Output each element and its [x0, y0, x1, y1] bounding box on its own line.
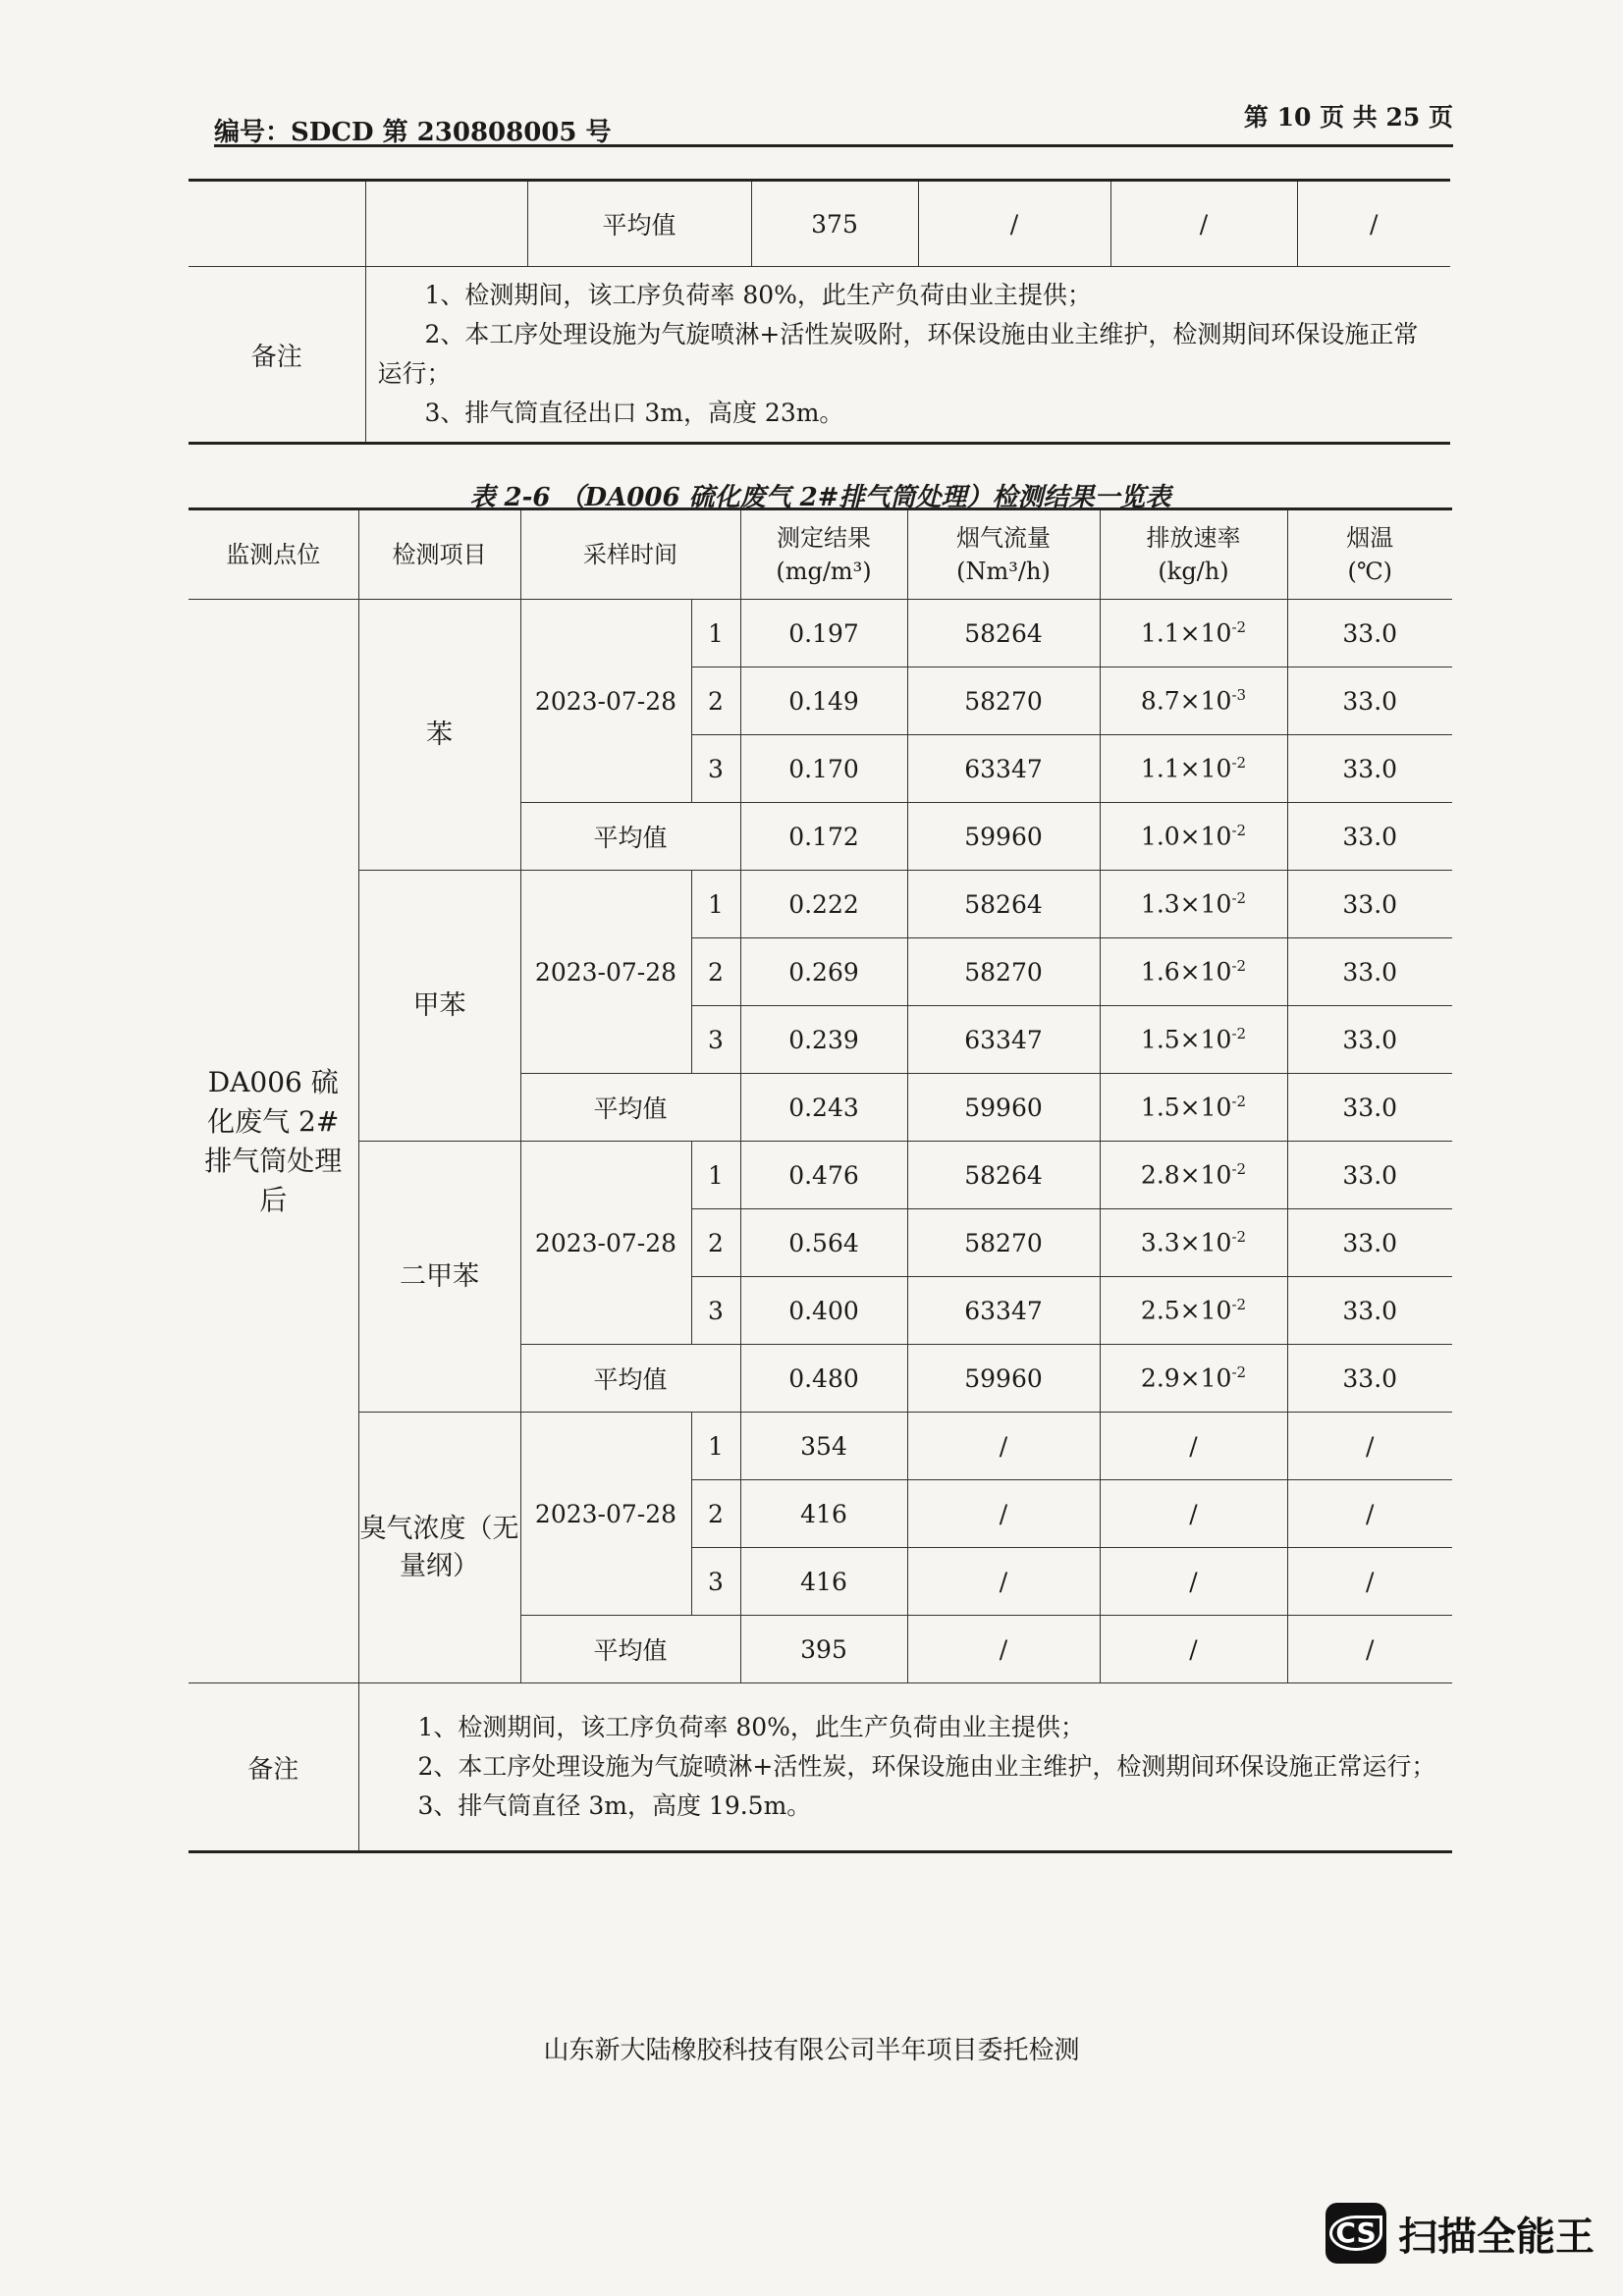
avg-temp: /	[1297, 181, 1450, 267]
notes-label: 备注	[189, 267, 365, 444]
sample-number: 2	[691, 1209, 740, 1277]
notes-text	[365, 267, 1450, 444]
scanner-watermark	[1325, 2199, 1595, 2268]
sample-number: 1	[691, 871, 740, 938]
rate-value: $1.5\times 10^{-2}$	[1100, 1006, 1287, 1074]
test-item: 臭气浓度（无量纲）	[358, 1413, 520, 1683]
temp-value: 33.0	[1287, 1006, 1452, 1074]
result-value: 0.170	[740, 735, 907, 803]
notes-label: 备注	[189, 1683, 358, 1852]
sample-number: 2	[691, 1480, 740, 1548]
sample-number: 1	[691, 1142, 740, 1209]
temp-value: 33.0	[1287, 1074, 1452, 1142]
watermark-text: 扫描全能王	[1398, 2214, 1595, 2260]
rate-value: /	[1100, 1480, 1287, 1548]
sample-number: 3	[691, 1277, 740, 1345]
header-row	[189, 509, 1452, 600]
sample-number: 3	[691, 735, 740, 803]
result-value: 0.476	[740, 1142, 907, 1209]
result-value: 416	[740, 1480, 907, 1548]
temp-value: 33.0	[1287, 1277, 1452, 1345]
temp-value: 33.0	[1287, 1142, 1452, 1209]
result-value: 395	[740, 1616, 907, 1683]
header-temp: 烟温 (℃)	[1287, 509, 1452, 600]
blank-cell	[189, 181, 365, 267]
temp-value: 33.0	[1287, 938, 1452, 1006]
sample-date: 2023-07-28	[520, 1413, 691, 1616]
rate-value: /	[1100, 1413, 1287, 1480]
flow-value: 59960	[907, 1345, 1100, 1413]
rate-value: $2.8\times 10^{-2}$	[1100, 1142, 1287, 1209]
flow-value: 58270	[907, 1209, 1100, 1277]
table-row	[189, 871, 1452, 938]
test-item: 甲苯	[358, 871, 520, 1142]
results-table	[189, 507, 1452, 1853]
header-time: 采样时间	[520, 509, 740, 600]
sample-number: 3	[691, 1548, 740, 1616]
table-row	[189, 1413, 1452, 1480]
table-row	[189, 600, 1452, 667]
note-line: 3、排气筒直径出口 3m，高度 23m。	[424, 399, 844, 427]
result-value: 0.172	[740, 803, 907, 871]
sample-number: 1	[691, 600, 740, 667]
header-rate: 排放速率 (kg/h)	[1100, 509, 1287, 600]
table-caption: 表 2-6 （DA006 硫化废气 2#排气筒处理）检测结果一览表	[469, 483, 1171, 512]
rate-value: $1.1\times 10^{-2}$	[1100, 735, 1287, 803]
flow-value: 63347	[907, 735, 1100, 803]
temp-value: 33.0	[1287, 600, 1452, 667]
prev-table	[189, 179, 1450, 445]
camscanner-logo-icon: CS	[1325, 2203, 1386, 2264]
sample-number: 2	[691, 667, 740, 735]
sample-number: 2	[691, 938, 740, 1006]
page-footer: 山东新大陆橡胶科技有限公司半年项目委托检测	[543, 2036, 1080, 2065]
prev-notes-row	[189, 267, 1450, 444]
result-value: 416	[740, 1548, 907, 1616]
flow-value: /	[907, 1548, 1100, 1616]
note-line: 2、本工序处理设施为气旋喷淋+活性炭，环保设施由业主维护，检测期间环保设施正常运行；	[417, 1752, 1436, 1781]
temp-value: 33.0	[1287, 735, 1452, 803]
test-item: 苯	[358, 600, 520, 871]
result-value: 0.480	[740, 1345, 907, 1413]
note-line: 1、检测期间，该工序负荷率 80%，此生产负荷由业主提供；	[417, 1713, 1085, 1741]
header-result: 测定结果 (mg/m³)	[740, 509, 907, 600]
sample-date: 2023-07-28	[520, 600, 691, 803]
flow-value: 58264	[907, 871, 1100, 938]
header-point: 监测点位	[189, 509, 358, 600]
flow-value: 58270	[907, 938, 1100, 1006]
result-value: 0.400	[740, 1277, 907, 1345]
temp-value: /	[1287, 1616, 1452, 1683]
sample-date: 2023-07-28	[520, 1142, 691, 1345]
rate-value: $2.9\times 10^{-2}$	[1100, 1345, 1287, 1413]
notes-text	[358, 1683, 1452, 1852]
avg-flow: /	[918, 181, 1110, 267]
avg-label: 平均值	[520, 1345, 740, 1413]
temp-value: /	[1287, 1413, 1452, 1480]
rate-value: $1.6\times 10^{-2}$	[1100, 938, 1287, 1006]
rate-value: $1.3\times 10^{-2}$	[1100, 871, 1287, 938]
rate-value: $2.5\times 10^{-2}$	[1100, 1277, 1287, 1345]
temp-value: /	[1287, 1548, 1452, 1616]
test-item: 二甲苯	[358, 1142, 520, 1413]
rate-value: $8.7\times 10^{-3}$	[1100, 667, 1287, 735]
monitoring-point: DA006 硫化废气 2#排气筒处理后	[189, 600, 358, 1683]
result-value: 354	[740, 1413, 907, 1480]
doc-number: 编号：SDCD 第 230808005 号	[214, 118, 612, 147]
temp-value: 33.0	[1287, 871, 1452, 938]
header-flow: 烟气流量 (Nm³/h)	[907, 509, 1100, 600]
temp-value: 33.0	[1287, 803, 1452, 871]
temp-value: 33.0	[1287, 1209, 1452, 1277]
note-line: 1、检测期间，该工序负荷率 80%，此生产负荷由业主提供；	[424, 281, 1092, 309]
page-header	[214, 98, 1453, 147]
flow-value: /	[907, 1413, 1100, 1480]
sample-date: 2023-07-28	[520, 871, 691, 1074]
sample-number: 1	[691, 1413, 740, 1480]
rate-value: $1.1\times 10^{-2}$	[1100, 600, 1287, 667]
notes-row	[189, 1683, 1452, 1852]
avg-label: 平均值	[520, 1616, 740, 1683]
flow-value: 63347	[907, 1277, 1100, 1345]
avg-label: 平均值	[520, 1074, 740, 1142]
result-value: 0.149	[740, 667, 907, 735]
flow-value: /	[907, 1616, 1100, 1683]
temp-value: 33.0	[1287, 667, 1452, 735]
flow-value: 58264	[907, 600, 1100, 667]
temp-value: /	[1287, 1480, 1452, 1548]
avg-label: 平均值	[520, 803, 740, 871]
prev-avg-row	[189, 181, 1450, 267]
note-line: 2、本工序处理设施为气旋喷淋+活性炭吸附，环保设施由业主维护，检测期间环保设施正常运行；	[377, 320, 1419, 388]
sample-number: 3	[691, 1006, 740, 1074]
avg-rate: /	[1110, 181, 1297, 267]
avg-label: 平均值	[527, 181, 751, 267]
flow-value: 59960	[907, 1074, 1100, 1142]
result-value: 0.197	[740, 600, 907, 667]
result-value: 0.243	[740, 1074, 907, 1142]
flow-value: 59960	[907, 803, 1100, 871]
temp-value: 33.0	[1287, 1345, 1452, 1413]
result-value: 0.239	[740, 1006, 907, 1074]
rate-value: $1.0\times 10^{-2}$	[1100, 803, 1287, 871]
result-value: 0.564	[740, 1209, 907, 1277]
table-row	[189, 1142, 1452, 1209]
rate-value: /	[1100, 1616, 1287, 1683]
result-value: 0.269	[740, 938, 907, 1006]
result-value: 0.222	[740, 871, 907, 938]
flow-value: 63347	[907, 1006, 1100, 1074]
header-item: 检测项目	[358, 509, 520, 600]
rate-value: $1.5\times 10^{-2}$	[1100, 1074, 1287, 1142]
blank-cell	[365, 181, 527, 267]
flow-value: 58270	[907, 667, 1100, 735]
flow-value: 58264	[907, 1142, 1100, 1209]
rate-value: /	[1100, 1548, 1287, 1616]
rate-value: $3.3\times 10^{-2}$	[1100, 1209, 1287, 1277]
flow-value: /	[907, 1480, 1100, 1548]
page-number: 第 10 页 共 25 页	[1243, 103, 1453, 132]
note-line: 3、排气筒直径 3m，高度 19.5m。	[417, 1791, 812, 1820]
avg-result: 375	[751, 181, 918, 267]
